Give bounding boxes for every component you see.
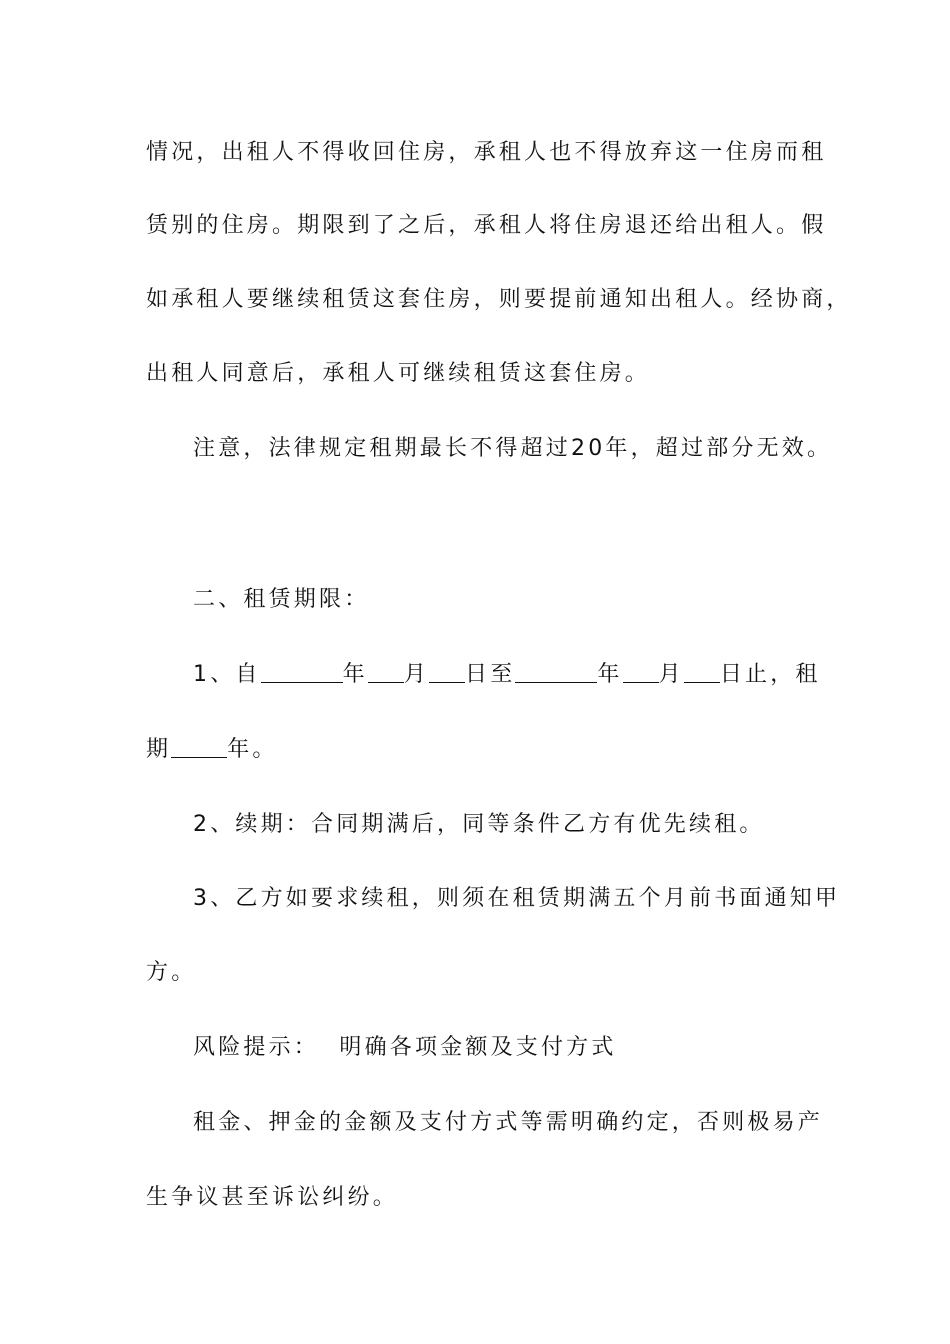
paragraph-line: 出租人同意后，承租人可继续租赁这套住房。: [146, 361, 651, 386]
fill-blank: [515, 660, 597, 683]
term-clause-line: [193, 660, 873, 690]
term-text: 年: [597, 662, 623, 687]
term-text: 日止，租: [719, 662, 821, 687]
fill-blank: [684, 660, 720, 683]
term-text: 日至: [465, 662, 516, 687]
paragraph-line: 租金、押金的金额及支付方式等需明确约定，否则极易产: [193, 1110, 824, 1135]
term-clause-line-2: [146, 735, 826, 765]
paragraph-line: 情况，出租人不得收回住房，承租人也不得放弃这一住房而租: [146, 140, 827, 165]
fill-blank: [171, 735, 227, 758]
term-text: 年: [342, 662, 368, 687]
term-text: 月: [403, 662, 430, 687]
fill-blank: [261, 660, 343, 683]
renewal-clause: 2、续期：合同期满后，同等条件乙方有优先续租。: [193, 812, 765, 837]
term-text: 年。: [227, 737, 278, 762]
paragraph-line: 生争议甚至诉讼纠纷。: [146, 1185, 399, 1210]
paragraph-line: 如承租人要继续租赁这套住房，则要提前通知出租人。经协商，: [146, 287, 852, 312]
note-line: 注意，法律规定租期最长不得超过20年，超过部分无效。: [193, 436, 833, 461]
term-text: 期: [146, 737, 172, 762]
section-heading: 二、租赁期限：: [193, 587, 370, 612]
term-text: 1、自: [193, 662, 261, 687]
fill-blank: [368, 660, 404, 683]
fill-blank: [429, 660, 465, 683]
risk-tip: 风险提示： 明确各项金额及支付方式: [193, 1035, 617, 1060]
paragraph-line: 方。: [146, 960, 197, 985]
renewal-notice-clause: 3、乙方如要求续租，则须在租赁期满五个月前书面通知甲: [193, 886, 841, 911]
term-text: 月: [658, 662, 684, 687]
fill-blank: [623, 660, 659, 683]
paragraph-line: 赁别的住房。期限到了之后，承租人将住房退还给出租人。假: [146, 213, 827, 238]
